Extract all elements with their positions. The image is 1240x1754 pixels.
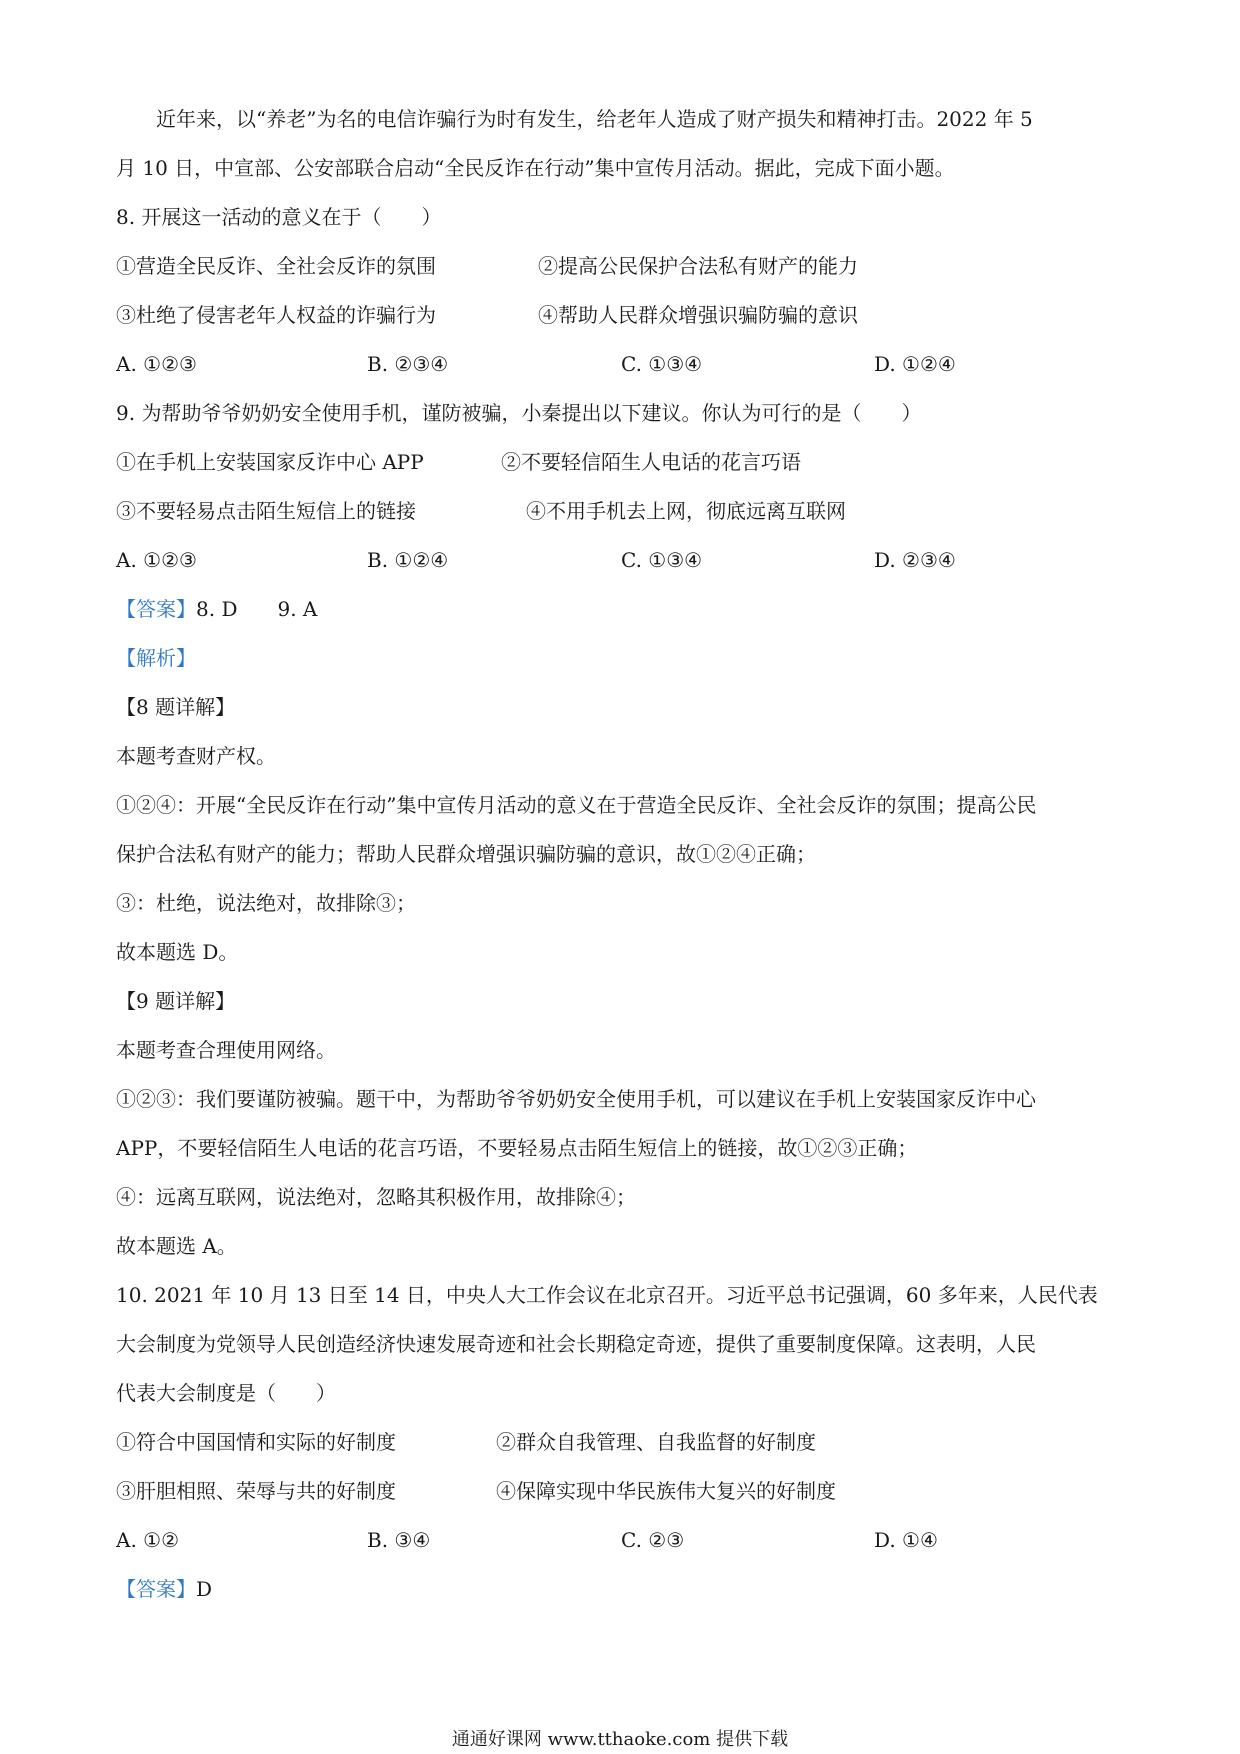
intro-line-2: 月 10 日，中宣部、公安部联合启动“全民反诈在行动”集中宣传月活动。据此，完成下面小题。 — [116, 156, 955, 180]
q8-choice-d: D. ①②④ — [874, 352, 956, 376]
q10-stem-line: 代表大会制度是（ ） — [116, 1381, 336, 1405]
q8-option-3: ③杜绝了侵害老年人权益的诈骗行为 — [116, 303, 436, 327]
q9-stem: 9. 为帮助爷爷奶奶安全使用手机，谨防被骗，小秦提出以下建议。你认为可行的是（ ） — [116, 401, 922, 425]
q10-choice-b: B. ③④ — [367, 1528, 431, 1552]
intro-line-1: 近年来，以“养老”为名的电信诈骗行为时有发生，给老年人造成了财产损失和精神打击。2022 年 5 — [156, 107, 1033, 131]
detail9-heading: 【9 题详解】 — [116, 989, 236, 1013]
q10-option-1: ①符合中国国情和实际的好制度 — [116, 1430, 396, 1454]
answer-text: D — [196, 1577, 213, 1601]
detail9-line: ④：远离互联网，说法绝对，忽略其积极作用，故排除④； — [116, 1185, 636, 1209]
q8-choice-b: B. ②③④ — [367, 352, 449, 376]
analysis-tag: 【解析】 — [116, 646, 196, 670]
detail8-line: ①②④：开展“全民反诈在行动”集中宣传月活动的意义在于营造全民反诈、全社会反诈的氛围；提高公民 — [116, 793, 1037, 817]
q10-stem-line: 10. 2021 年 10 月 13 日至 14 日，中央人大工作会议在北京召开。习近平总书记强调，60 多年来，人民代表 — [116, 1283, 1098, 1307]
answer-line — [116, 591, 1134, 627]
q10-option-4: ④保障实现中华民族伟大复兴的好制度 — [496, 1479, 836, 1503]
q9-option-3: ③不要轻易点击陌生短信上的链接 — [116, 499, 416, 523]
q9-option-row — [116, 493, 1134, 529]
answer-text: 8. D 9. A — [196, 597, 318, 621]
analysis-line — [116, 640, 1134, 676]
detail8-line: 故本题选 D。 — [116, 940, 239, 964]
q10-stem-line: 大会制度为党领导人民创造经济快速发展奇迹和社会长期稳定奇迹，提供了重要制度保障。这表明，人民 — [116, 1332, 1036, 1356]
detail9-line: 故本题选 A。 — [116, 1234, 237, 1258]
detail9-line: 本题考查合理使用网络。 — [116, 1038, 336, 1062]
q10-option-row — [116, 1473, 1134, 1509]
q8-choice-a: A. ①②③ — [116, 352, 197, 376]
detail8-heading: 【8 题详解】 — [116, 695, 236, 719]
q8-option-row — [116, 297, 1134, 333]
q8-option-4: ④帮助人民群众增强识骗防骗的意识 — [538, 303, 858, 327]
q9-choice-a: A. ①②③ — [116, 548, 197, 572]
q9-choice-d: D. ②③④ — [874, 548, 956, 572]
q9-option-4: ④不用手机去上网，彻底远离互联网 — [526, 499, 846, 523]
detail9-line: APP，不要轻信陌生人电话的花言巧语，不要轻易点击陌生短信上的链接，故①②③正确； — [116, 1136, 918, 1160]
detail9-line: ①②③：我们要谨防被骗。题干中，为帮助爷爷奶奶安全使用手机，可以建议在手机上安装国家反诈中心 — [116, 1087, 1036, 1111]
q10-option-row — [116, 1424, 1134, 1460]
answer-line — [116, 1571, 1134, 1607]
q10-option-3: ③肝胆相照、荣辱与共的好制度 — [116, 1479, 396, 1503]
detail8-line: 本题考查财产权。 — [116, 744, 276, 768]
q9-choice-c: C. ①③④ — [621, 548, 703, 572]
q10-choice-c: C. ②③ — [621, 1528, 685, 1552]
answer-tag: 【答案】 — [116, 1577, 196, 1601]
answer-tag: 【答案】 — [116, 597, 196, 621]
q8-choices — [116, 346, 1134, 382]
q9-choice-b: B. ①②④ — [367, 548, 449, 572]
detail8-line: 保护合法私有财产的能力；帮助人民群众增强识骗防骗的意识，故①②④正确； — [116, 842, 816, 866]
q10-choice-d: D. ①④ — [874, 1528, 938, 1552]
q10-option-2: ②群众自我管理、自我监督的好制度 — [496, 1430, 816, 1454]
q8-option-1: ①营造全民反诈、全社会反诈的氛围 — [116, 254, 436, 278]
q9-option-1: ①在手机上安装国家反诈中心 APP — [116, 450, 424, 474]
q8-option-row — [116, 248, 1134, 284]
q8-stem: 8. 开展这一活动的意义在于（ ） — [116, 205, 442, 229]
q9-choices — [116, 542, 1134, 578]
q8-choice-c: C. ①③④ — [621, 352, 703, 376]
q8-option-2: ②提高公民保护合法私有财产的能力 — [538, 254, 858, 278]
q10-choices — [116, 1522, 1134, 1558]
q9-option-row — [116, 444, 1134, 480]
page-footer: 通通好课网 www.tthaoke.com 提供下载 — [451, 1729, 789, 1750]
q9-option-2: ②不要轻信陌生人电话的花言巧语 — [501, 450, 801, 474]
q10-choice-a: A. ①② — [116, 1528, 180, 1552]
detail8-line: ③：杜绝，说法绝对，故排除③； — [116, 891, 416, 915]
